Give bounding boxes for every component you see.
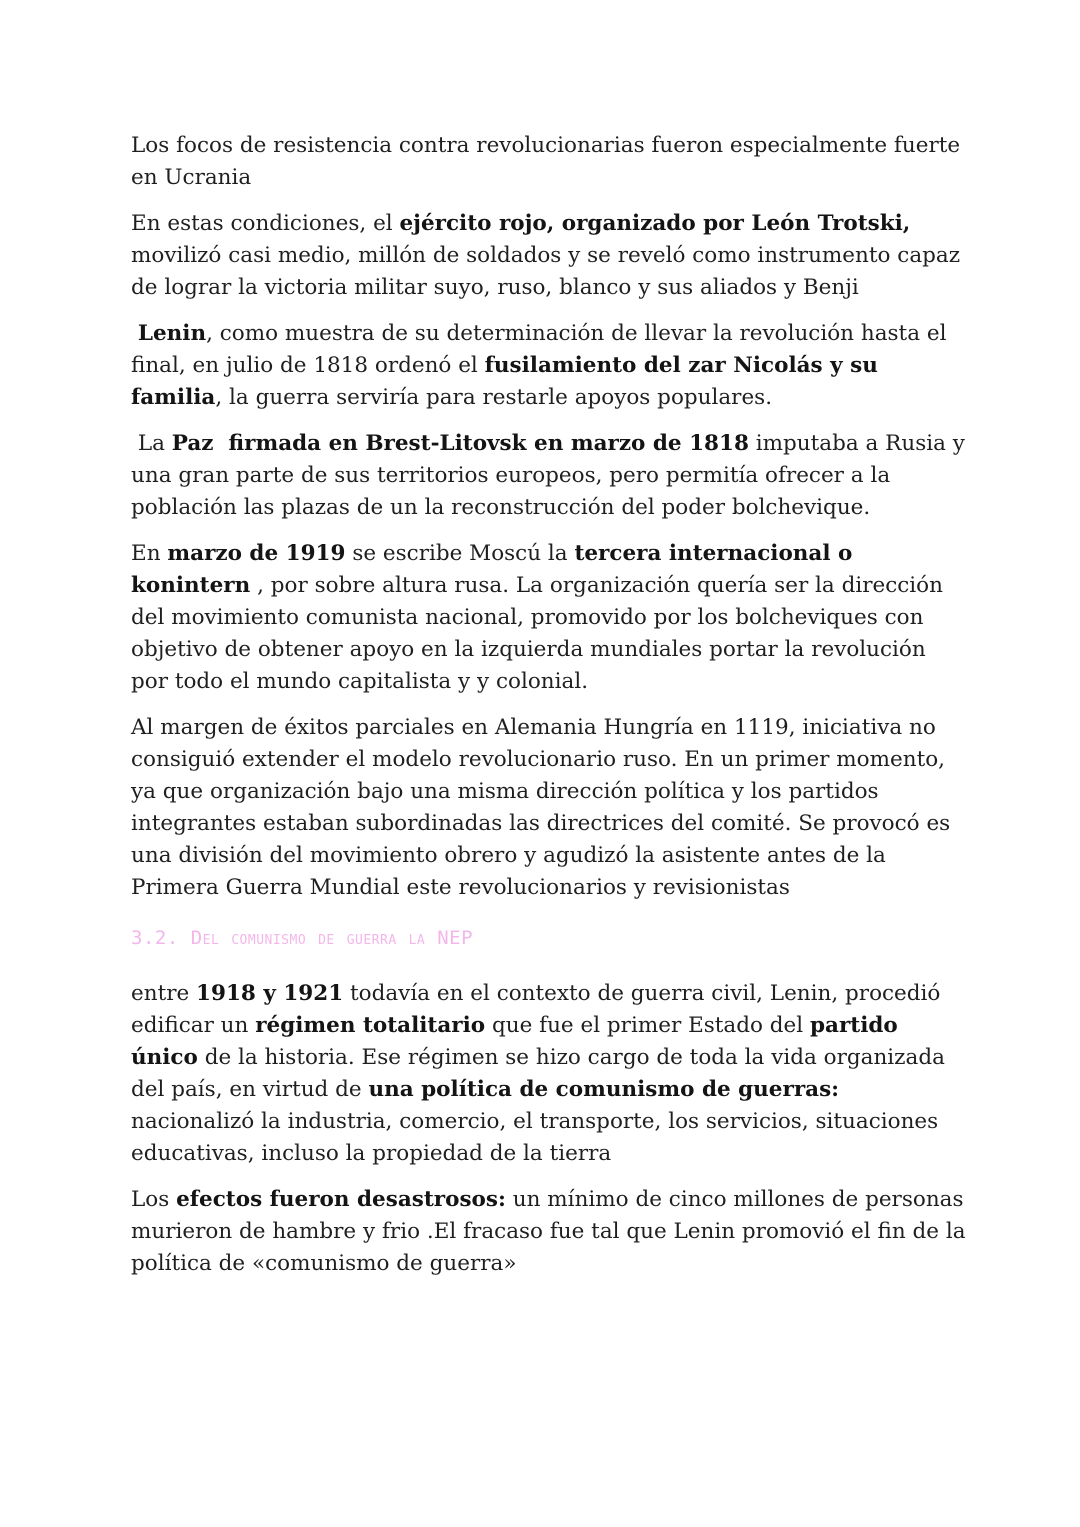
text-run: que fue el primer Estado del [485,1013,810,1038]
bold-text: marzo de 1919 [167,541,346,566]
paragraphs-before-section [131,130,972,904]
section-spacer [131,958,966,978]
text-run: , como muestra de su determinación de llevar la revolución hasta el final, en julio de 1818 ordenó el [131,321,954,378]
paragraph [131,428,972,524]
section-heading: 3.2. Del comunismo de guerra la NEP [131,927,474,949]
bold-text: ejército rojo, organizado por León Trotski, [399,211,911,236]
paragraph [131,318,966,414]
paragraph [131,538,966,698]
bold-text: una política de comunismo de guerras: [368,1077,840,1102]
bold-text: régimen totalitario [255,1013,486,1038]
text-run: entre [131,981,197,1006]
text-run: La [131,431,172,456]
paragraph [131,712,966,904]
text-run: imputaba a Rusia y una gran parte de sus territorios europeos, pero permitía ofrecer a la población las plazas de un la reconstrucción del poder bolchevique. [131,431,972,520]
paragraphs-after-section [131,978,973,1280]
paragraph [131,978,966,1170]
text-run: nacionalizó la industria, comercio, el transporte, los servicios, situaciones educativas, incluso la propiedad de la tierra [131,1077,946,1166]
text-run: un mínimo de cinco millones de personas murieron de hambre y frio .El fracaso fue tal que Lenin promovió el fin de la política de «comunismo de guerra» [131,1187,973,1276]
bold-text: Paz firmada en Brest-Litovsk en marzo de 1818 [171,431,749,456]
bold-text: tercera internacional o konintern [131,541,860,598]
text-run: , la guerra serviría para restarle apoyos populares. [215,385,773,410]
text-run: Al margen de éxitos parciales en Alemania Hungría en 1119, iniciativa no consiguió extender el modelo revolucionario ruso. En un primer momento, ya que organización bajo una misma dirección política y los partidos integrantes estaban subordinadas las directrices del comité. Se provocó es una división del movimiento obrero y agudizó la asistente antes de la Primera Guerra Mundial este revolucionarios y revisionistas [131,715,958,900]
text-run [131,321,138,346]
document-page [131,130,973,1294]
bold-text: 1918 y 1921 [196,981,344,1006]
text-run: , por sobre altura rusa. La organización quería ser la dirección del movimiento comunista nacional, promovido por los bolcheviques con objetivo de obtener apoyo en la izquierda mundiales portar la revolución por todo el mundo capitalista y y colonial. [131,573,950,694]
text-run: En estas condiciones, el [131,211,400,236]
text-run: Los [131,1187,177,1212]
text-run: Los focos de resistencia contra revolucionarias fueron especialmente fuerte en Ucrania [131,133,967,190]
text-run: En [131,541,168,566]
paragraph [131,208,966,304]
paragraph [131,1184,973,1280]
bold-text: Lenin [137,321,207,346]
paragraph [131,130,966,194]
text-run: todavía en el contexto de guerra civil, Lenin, procedió edificar un [131,981,948,1038]
text-run: movilizó casi medio, millón de soldados y se reveló como instrumento capaz de lograr la victoria militar suyo, ruso, blanco y sus aliados y Benji [131,211,967,300]
bold-text: fusilamiento del zar Nicolás y su familia [131,353,886,410]
bold-text: partido único [131,1013,906,1070]
text-run: se escribe Moscú la [345,541,575,566]
text-run: de la historia. Ese régimen se hizo cargo de toda la vida organizada del país, en virtud de [131,1045,952,1102]
bold-text: efectos fueron desastrosos: [176,1187,506,1212]
